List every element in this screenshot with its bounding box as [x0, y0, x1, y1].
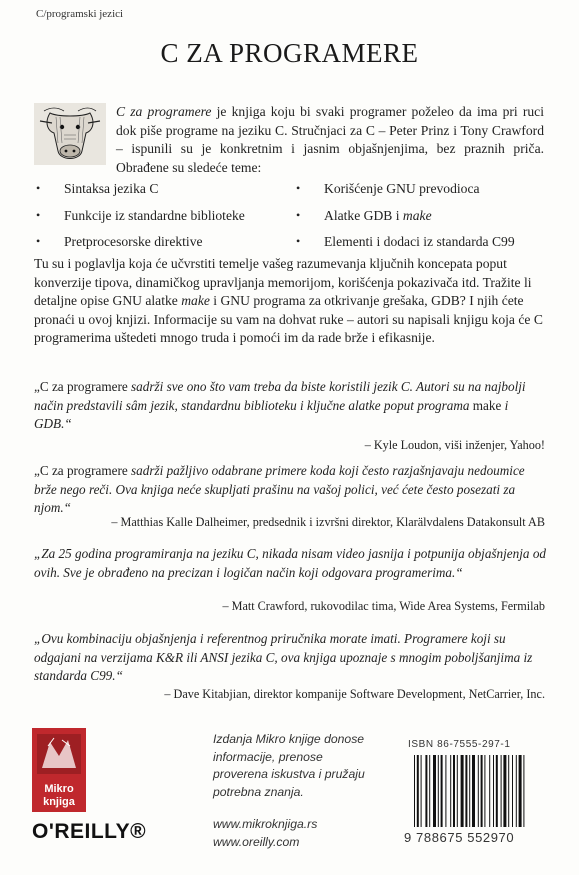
barcode-bar	[465, 755, 467, 827]
quote-tail: i GDB.“	[34, 397, 509, 431]
barcode-bar	[508, 755, 509, 827]
bullet: •	[296, 208, 301, 222]
url-link[interactable]: www.mikroknjiga.rs	[213, 817, 318, 831]
quote-1	[34, 378, 548, 434]
topic-item	[324, 208, 432, 224]
barcode-bar	[493, 755, 494, 827]
topic-item: Funkcije iz standardne biblioteke	[64, 208, 245, 223]
barcode-bar	[450, 755, 451, 827]
quote-text: „Ovu kombinaciju objašnjenja i referentnog priručnika morate imati. Programere koji su odgajani na verzijama K&R ili ANSI jezika C, ova knjiga upoznaje s mnogim poboljšanjima iz standarda C99.“	[34, 631, 533, 683]
quote-text: sadrži pažljivo odabrane primere koda koji često razjašnjavaju nedoumice brže nego reči. Ova knjiga neće skupljati prašinu na vašoj polici, već ćete često posezati za njom.“	[34, 463, 525, 515]
barcode-bar	[421, 755, 422, 827]
barcode-bar	[501, 755, 502, 827]
bullet: •	[296, 234, 301, 248]
ean-number: 9 788675 552970	[404, 830, 515, 845]
bullet: •	[36, 234, 41, 248]
barcode-bar	[484, 755, 485, 827]
publisher-blurb: Izdanja Mikro knjige donose informacije, prenose proverena iskustva i pružaju potrebna znanja.	[213, 732, 365, 799]
cow-illustration	[34, 103, 106, 165]
barcode-bar	[481, 755, 483, 827]
barcode-bar	[516, 755, 517, 827]
url-link[interactable]: www.oreilly.com	[213, 834, 300, 849]
barcode-bar	[453, 755, 455, 827]
oreilly-logo: O'REILLY®	[32, 820, 147, 843]
barcode-bar	[469, 755, 470, 827]
body-paragraph	[34, 255, 544, 348]
mikro-knjiga-logo-mark	[32, 728, 86, 812]
barcode-bar	[433, 755, 436, 827]
quote-plain: make	[472, 397, 502, 413]
topic-item: Elementi i dodaci iz standarda C99	[324, 234, 515, 249]
barcode-bar	[438, 755, 439, 827]
bullet: •	[36, 181, 41, 195]
barcode-bar	[414, 755, 415, 827]
barcode-bar	[489, 755, 490, 827]
quote-3	[34, 545, 548, 582]
quote-text: „Za 25 godina programiranja na jeziku C, nikada nisam video jasnija i potpunija objašnjenja od ovih. Sve je obrađeno na precizan i logičan način koji odgovara programerima.“	[34, 546, 547, 580]
barcode-bar	[425, 755, 427, 827]
barcode-bar	[523, 755, 524, 827]
quote-attribution: – Kyle Loudon, viši inženjer, Yahoo!	[364, 438, 545, 452]
body-text: i GNU programa za otkrivanje grešaka, GDB? I njih ćete pronaći u ovoj knjizi. Informacije su vam na dohvat ruke – autori su napisali knjigu koja će C programerima uštedeti mnogo truda i pomoći im da rade brže i efikasnije.	[34, 293, 543, 346]
quote-attribution: – Matt Crawford, rukovodilac tima, Wide Area Systems, Fermilab	[222, 599, 545, 613]
topic-item: Sintaksa jezika C	[64, 181, 159, 196]
book-title: C ZA PROGRAMERE	[160, 38, 419, 68]
quote-open: „C za programere	[34, 463, 132, 478]
quote-2	[34, 462, 548, 518]
barcode-bar	[429, 755, 430, 827]
barcode-bar	[512, 755, 513, 827]
topic-emphasis: make	[402, 208, 432, 223]
barcode-bar	[496, 755, 498, 827]
category-label: C/programski jezici	[36, 8, 124, 20]
intro-text: je knjiga koju bi svaki programer poželeo da ima pri ruci dok piše programe na jeziku C. Stručnjaci za C – Peter Prinz i Tony Crawford – ispunili su je konkretnim i jasnim objašnjenjima, bez praznih priča. Obrađene su sledeće teme:	[116, 104, 544, 175]
publisher-urls	[213, 816, 317, 851]
quote-4	[34, 630, 548, 686]
quote-attribution: – Dave Kitabjian, direktor kompanije Software Development, NetCarrier, Inc.	[164, 687, 545, 701]
topic-item: Pretprocesorske direktive	[64, 234, 203, 249]
mikro-knjiga-logo	[32, 728, 86, 812]
quote-text: sadrži sve ono što vam treba da biste koristili jezik C. Autori su na najbolji način predstavili sâm jezik, standardnu biblioteku i ključne alatke poput programa	[34, 379, 526, 413]
isbn-label: ISBN 86-7555-297-1	[408, 739, 511, 750]
barcode-bar	[441, 755, 443, 827]
barcode-bar	[519, 755, 522, 827]
barcode-bar	[445, 755, 446, 827]
bullet: •	[36, 208, 41, 222]
topic-text: Alatke GDB i	[324, 208, 403, 223]
barcode-bar	[503, 755, 506, 827]
barcode-bar	[417, 755, 419, 827]
quote-open: „C za programere	[34, 379, 132, 394]
body-text: Tu su i poglavlja koja će učvrstiti temelje vašeg razumevanja ključnih koncepata poput konverzije tipova, dinamičkog upravljanja memorijom, korišćenja pokazivača itd. Tražite li detaljne opise GNU alatke	[34, 256, 532, 309]
barcode-bar	[478, 755, 479, 827]
barcode-bar	[472, 755, 475, 827]
intro-book-title: C za programere	[116, 104, 212, 119]
svg-text:Mikro: Mikro	[44, 783, 74, 795]
bullet: •	[296, 181, 301, 195]
barcode-bar	[461, 755, 464, 827]
svg-text:knjiga: knjiga	[43, 796, 75, 808]
body-emphasis: make	[181, 293, 210, 309]
topic-item: Korišćenje GNU prevodioca	[324, 181, 480, 196]
barcode-bar	[457, 755, 458, 827]
quote-attribution: – Matthias Kalle Dalheimer, predsednik i izvršni direktor, Klarälvdalens Datakonsult AB	[111, 515, 545, 529]
intro-paragraph	[116, 103, 544, 177]
